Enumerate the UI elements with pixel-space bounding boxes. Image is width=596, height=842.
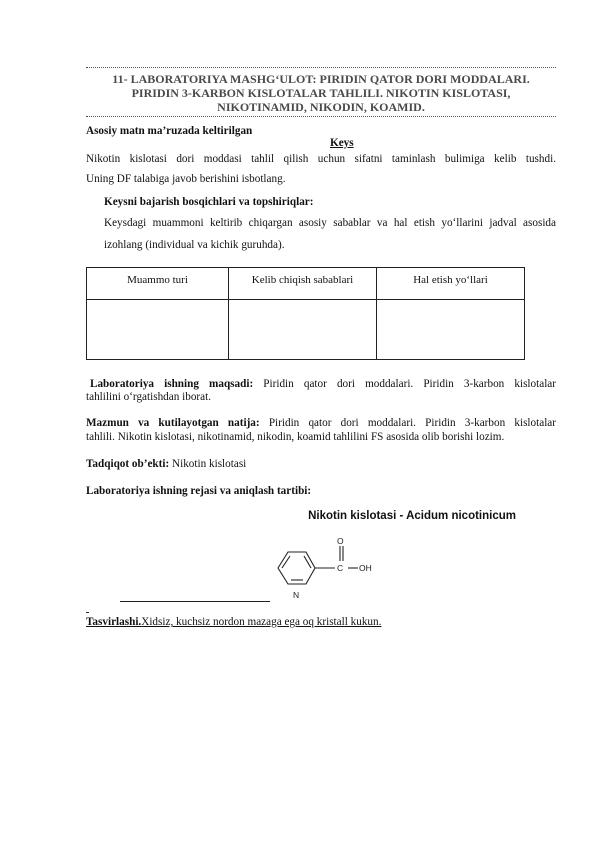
ring-double-bond-1 (282, 556, 290, 568)
main-text-label: Asosiy matn ma’ruzada keltirilgan (86, 125, 253, 137)
header-bottom-rule (86, 116, 556, 117)
result-line-1 (86, 416, 556, 430)
tasks-line-2: izohlang (individual va kichik guruhda). (104, 239, 285, 251)
description-underline (86, 616, 381, 628)
hydroxyl-label: OH (359, 563, 372, 573)
object-line (86, 457, 246, 471)
aim-text: Piridin qator dori moddalari. Piridin 3-karbon kislotalar (263, 378, 556, 390)
case-table (86, 267, 525, 360)
page-title (86, 72, 556, 114)
tasks-line-1: Keysdagi muammoni keltirib chiqargan asosiy sabablar va hal etish yo‘llarini jadval asosida (104, 217, 556, 229)
object-label: Tadqiqot ob’ekti: (86, 458, 170, 470)
title-line-2: PIRIDIN 3-KARBON KISLOTALAR TAHLILI. NIKOTIN KISLOTASI, (131, 86, 511, 100)
case-table-cell-causes (229, 300, 377, 360)
case-table-cell-problem (87, 300, 229, 360)
case-line-1: Nikotin kislotasi dori moddasi tahlil qilish uchun sifatni taminlash bulimiga kelib tushdi. (86, 153, 556, 165)
description-label: Tasvirlashi. (86, 616, 142, 628)
aim-line-1 (86, 377, 556, 391)
plan-label: Laboratoriya ishning rejasi va aniqlash tartibi: (86, 485, 312, 497)
result-line-2: tahlili. Nikotin kislotasi, nikotinamid, nikodin, koamid tahlilini FS asosida olib borishi lozim. (86, 431, 505, 443)
case-heading (330, 136, 354, 150)
result-text: Piridin qator dori moddalari. Piridin 3-karbon kislotalar (268, 417, 556, 429)
blank-fill-line (120, 601, 270, 602)
description-text: Xidsiz, kuchsiz nordon mazaga ega oq kristall kukun. (141, 616, 382, 628)
case-table-cell-solutions (377, 300, 525, 360)
small-dash (86, 612, 89, 613)
case-table-header-solutions: Hal etish yo‘llari (377, 268, 525, 300)
aim-label: Laboratoriya ishning maqsadi: (90, 378, 254, 390)
nicotinic-acid-structure (268, 532, 388, 610)
title-line-1: 11- LABORATORIYA MASHG‘ULOT: PIRIDIN QATOR DORI MODDALARI. (112, 72, 530, 86)
case-table-header-causes: Kelib chiqish sabablari (229, 268, 377, 300)
header-top-rule (86, 67, 556, 68)
tasks-heading: Keysni bajarish bosqichlari va topshiriqlar: (104, 196, 314, 208)
case-line-2: Uning DF talabiga javob berishini isbotlang. (86, 173, 286, 185)
case-table-header-row (87, 268, 525, 300)
case-heading-text: Keys (330, 137, 354, 149)
pyridine-ring (278, 552, 315, 584)
object-text: Nikotin kislotasi (172, 458, 247, 470)
aim-line-2: tahlilini o‘rgatishdan iborat. (86, 391, 212, 403)
case-table-header-problem: Muammo turi (87, 268, 229, 300)
carbon-label: C (337, 563, 344, 573)
ring-double-bond-2 (304, 556, 311, 568)
oxygen-label: O (337, 536, 344, 546)
description-line (86, 615, 381, 629)
title-line-3: NIKOTINAMID, NIKODIN, KOAMID. (217, 100, 425, 114)
nitrogen-label: N (293, 590, 300, 600)
substance-title: Nikotin kislotasi - Acidum nicotinicum (308, 510, 516, 522)
result-label: Mazmun va kutilayotgan natija: (86, 417, 260, 429)
case-table-row (87, 300, 525, 360)
